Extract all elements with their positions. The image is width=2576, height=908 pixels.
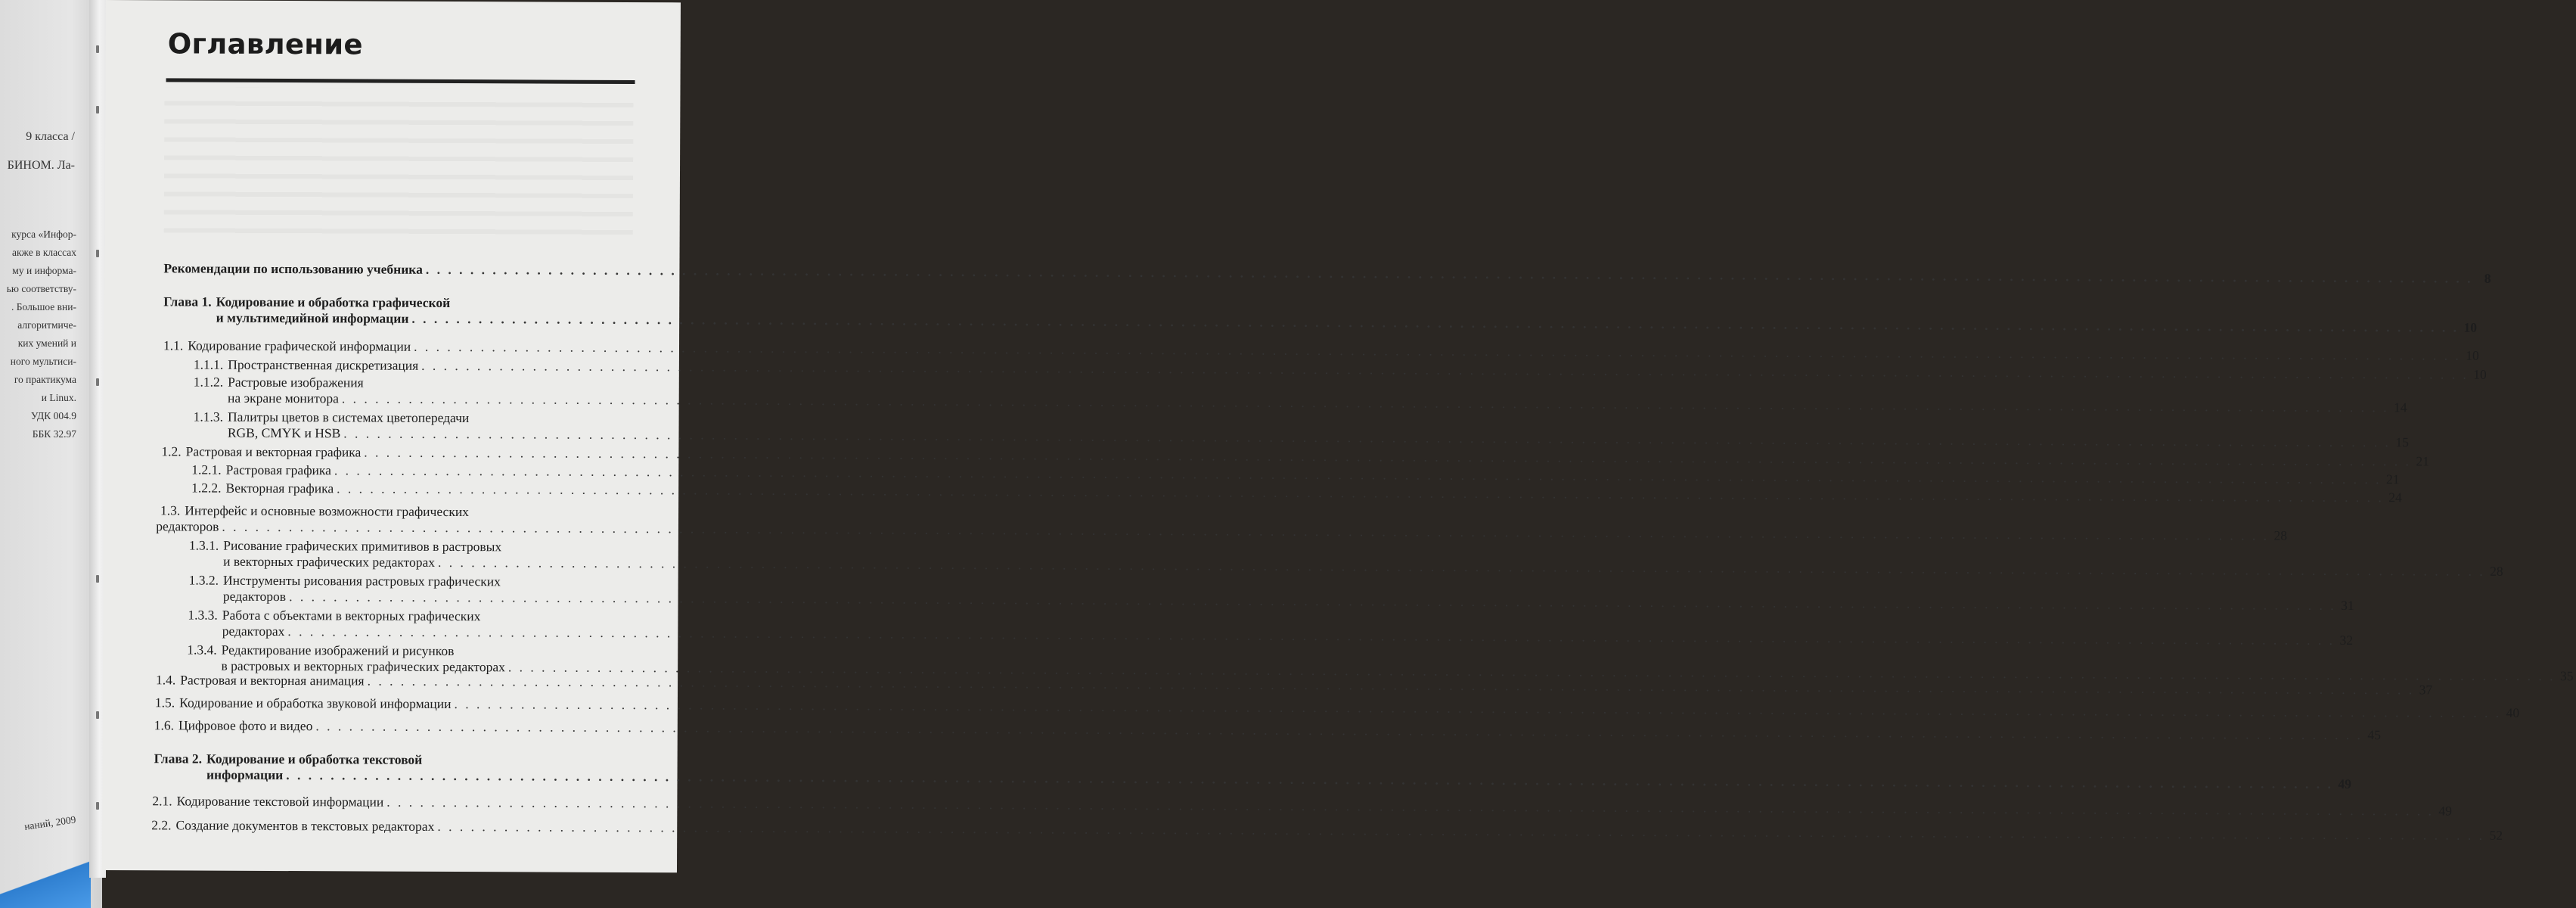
toc-entry-title: Растровые изображения — [228, 374, 364, 390]
toc-entry-title: Цифровое фото и видео — [178, 717, 313, 734]
left-page-line: алгоритмиче- — [17, 319, 76, 331]
toc-section-number: 1.3.4. — [187, 642, 217, 658]
toc-page-number: 28 — [2273, 527, 2288, 543]
toc-page-number: 8 — [2484, 270, 2491, 286]
left-page-line: му и информа- — [12, 265, 76, 276]
left-page-line: курса «Инфор- — [11, 229, 76, 240]
toc-entry-title: Интерфейс и основные возможности графических — [185, 502, 470, 520]
toc-entry-title: Палитры цветов в системах цветопередачи — [227, 409, 470, 426]
toc-page-number: 52 — [2489, 827, 2503, 843]
toc-entry-title-cont: на экране монитора — [228, 390, 339, 406]
toc-page-number: 35 — [2559, 668, 2574, 684]
cover-edge — [0, 855, 91, 908]
binding-stitch — [96, 106, 99, 114]
toc-page-number: 10 — [2463, 319, 2478, 335]
leader-dots — [454, 696, 2501, 721]
toc-entry-title: Инструменты рисования растровых графических — [222, 572, 501, 589]
toc-section-number: 1.2.1. — [191, 462, 222, 477]
left-page-line: . Большое вни- — [11, 301, 76, 313]
toc-entry-title-cont: и векторных графических редакторах — [223, 553, 436, 570]
leader-dots — [437, 819, 2484, 844]
page-title: Оглавление — [167, 27, 363, 61]
toc-entry-title-cont: редакторов — [222, 588, 287, 605]
leader-dots — [315, 718, 2363, 743]
toc-entry-title: Рисование графических примитивов в растровых — [223, 537, 502, 555]
toc-section-number: 1.1.1. — [193, 356, 224, 372]
toc-entry-title: Редактирование изображений и рисунков — [221, 642, 455, 659]
toc-entry-1-2[interactable] — [161, 443, 2429, 469]
toc-entry-1-6[interactable] — [154, 717, 2382, 743]
toc-entry-title: Работа с объектами в векторных графических — [222, 607, 481, 624]
udk-code: УДК 004.9 — [30, 410, 76, 421]
toc-entry-1-1-2[interactable] — [193, 374, 2407, 415]
binding-stitch — [96, 45, 99, 53]
toc-entry-title-cont: и мультимедийной информации — [216, 309, 409, 326]
toc-page-number: 28 — [2490, 563, 2503, 579]
toc-page-number: 32 — [2339, 632, 2354, 648]
toc-section-number: 1.1.2. — [193, 374, 224, 390]
copyright-fragment: наний, 2009 — [23, 813, 77, 832]
toc-entry-title: Растровая графика — [225, 462, 331, 478]
toc-section-number: 1.2. — [161, 443, 182, 459]
left-page-line: го практикума — [14, 374, 76, 385]
toc-entry-chapter-2[interactable] — [154, 751, 2351, 791]
bbk-code: ББК 32.97 — [32, 428, 76, 440]
toc-entry-1-5[interactable] — [154, 695, 2520, 720]
toc-page-number: 49 — [2338, 776, 2351, 791]
toc-page-number: 10 — [2473, 366, 2487, 382]
toc-section-number: 1.3.1. — [188, 537, 219, 553]
toc-page-number: 14 — [2393, 400, 2407, 415]
toc-page-number: 31 — [2341, 597, 2354, 613]
toc-section-number: 1.4. — [156, 672, 176, 688]
binding-stitch — [96, 711, 99, 719]
toc-entry-title: Растровая и векторная графика — [185, 443, 362, 460]
toc-entry-title-cont: редакторов — [156, 518, 219, 534]
toc-entry-title-cont: RGB, CMYK и HSB — [227, 424, 341, 441]
toc-entry-title-cont: редакторах — [222, 623, 285, 639]
toc-page-number: 45 — [2367, 727, 2382, 743]
toc-chapter-number: Глава 1. — [163, 294, 212, 309]
toc-entry-title: Создание документов в текстовых редакторах — [175, 817, 435, 834]
toc-entry-recommendations[interactable] — [163, 260, 2491, 286]
toc-entry-1-3[interactable] — [156, 502, 2288, 543]
toc-entry-title: Кодирование текстовой информации — [176, 793, 384, 810]
toc-chapter-number: Глава 2. — [154, 751, 203, 767]
toc-page-number: 15 — [2395, 434, 2409, 450]
toc-entry-2-2[interactable] — [151, 817, 2503, 843]
binding-stitch — [96, 575, 99, 583]
toc-entry-title-cont: информации — [206, 767, 284, 783]
toc-page-number: 37 — [2419, 682, 2433, 698]
toc-entry-title: Кодирование графической информации — [188, 337, 411, 354]
toc-entry-chapter-1[interactable] — [163, 294, 2478, 335]
binding-stitch — [96, 378, 99, 386]
toc-page-number: 21 — [2385, 471, 2400, 487]
toc-page-number: 49 — [2438, 803, 2452, 819]
toc-entry-title: Пространственная дискретизация — [228, 356, 419, 373]
toc-entry-title: Рекомендации по использованию учебника — [163, 260, 423, 277]
left-page-line: 9 класса / — [26, 130, 75, 143]
left-page-line: акже в классах — [12, 247, 76, 258]
toc-entry-title-cont: в растровых и векторных графических редакторах — [221, 658, 505, 675]
toc-page-number: 21 — [2416, 453, 2429, 469]
toc-section-number: 1.1.3. — [193, 409, 224, 424]
left-page-line: ью соответству- — [6, 283, 76, 294]
toc-section-number: 1.3.2. — [188, 572, 219, 588]
toc-section-number: 2.1. — [152, 793, 172, 809]
toc-entry-1-2-1[interactable] — [191, 462, 2400, 487]
toc-entry-1-2-2[interactable] — [191, 480, 2402, 505]
left-page — [0, 0, 102, 908]
binding-stitch — [96, 802, 99, 810]
left-page-line: БИНОМ. Ла- — [7, 159, 75, 172]
toc-page-number: 24 — [2388, 490, 2402, 505]
toc-entry-1-4[interactable] — [156, 672, 2433, 698]
toc-entry-title: Кодирование и обработка графической — [216, 294, 451, 310]
toc-section-number: 1.5. — [154, 695, 175, 711]
toc-entry-2-1[interactable] — [152, 793, 2452, 819]
table-of-contents — [102, 0, 2574, 872]
toc-entry-1-3-2[interactable] — [188, 572, 2354, 613]
toc-entry-1-3-3[interactable] — [188, 607, 2354, 648]
left-page-line: ких умений и — [17, 337, 76, 349]
leader-dots — [386, 794, 2434, 819]
toc-section-number: 1.3. — [160, 502, 181, 518]
toc-section-number: 1.2.2. — [191, 480, 222, 496]
leader-dots — [426, 262, 2473, 287]
toc-entry-1-1[interactable] — [163, 337, 2479, 363]
toc-entry-1-1-3[interactable] — [193, 409, 2409, 450]
toc-page-number: 10 — [2466, 347, 2479, 363]
toc-entry-title: Векторная графика — [225, 480, 334, 496]
toc-section-number: 1.1. — [163, 337, 184, 353]
left-page-line: ного мультиси- — [10, 356, 76, 367]
toc-entry-title: Кодирование и обработка звуковой информации — [179, 695, 452, 712]
toc-page-number: 40 — [2506, 704, 2520, 720]
toc-section-number: 2.2. — [151, 817, 172, 833]
toc-section-number: 1.3.3. — [188, 607, 218, 623]
toc-entry-1-3-1[interactable] — [188, 537, 2503, 579]
toc-entry-title: Растровая и векторная анимация — [180, 672, 365, 689]
toc-entry-title: Кодирование и обработка текстовой — [206, 751, 423, 767]
toc-page — [102, 0, 2574, 872]
toc-section-number: 1.6. — [154, 717, 175, 733]
left-page-line: и Linux. — [41, 392, 76, 403]
binding-stitch — [96, 250, 99, 257]
